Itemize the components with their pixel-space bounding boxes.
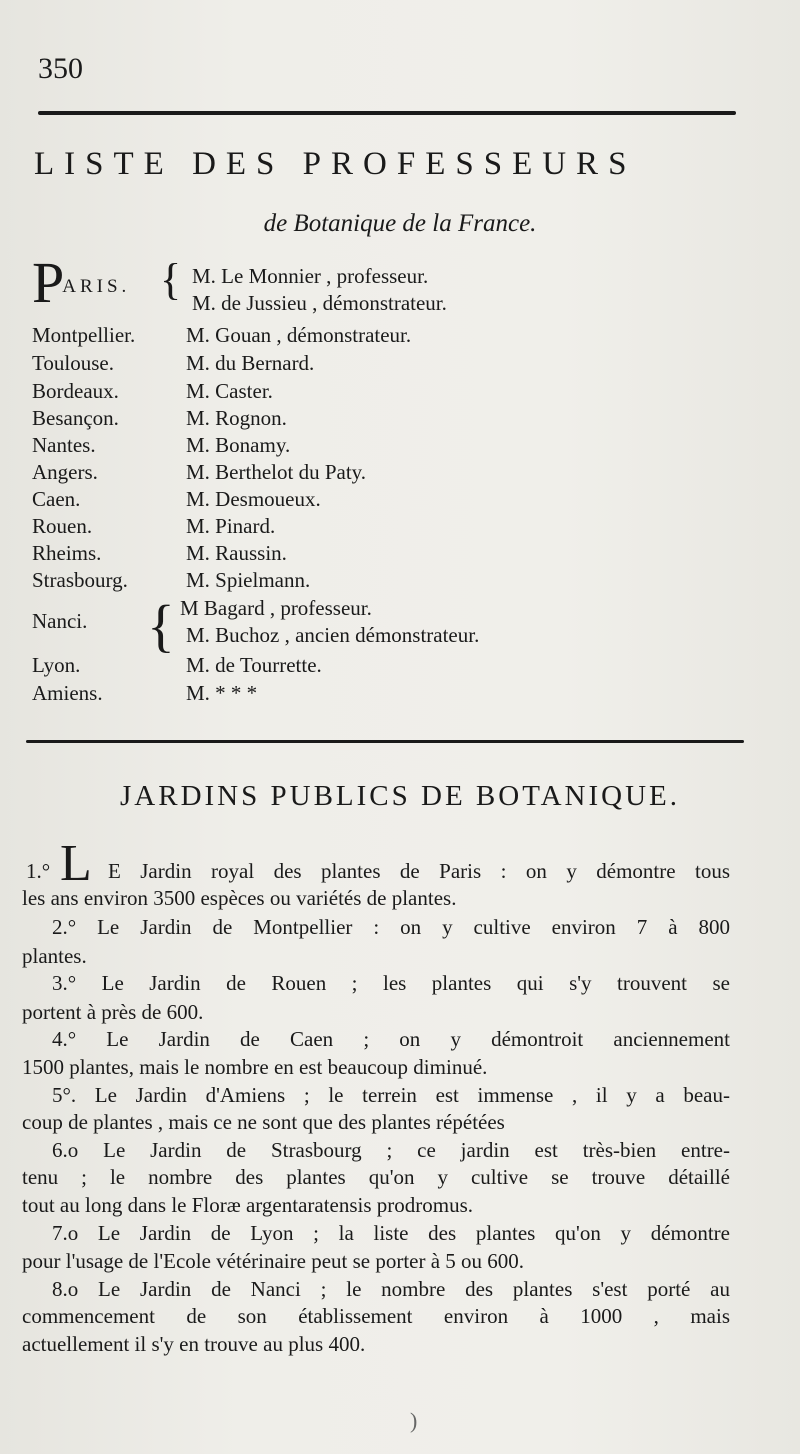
- professor-city: Caen.: [32, 487, 81, 511]
- professor-city: Strasbourg.: [32, 568, 128, 592]
- text-line: plantes.: [22, 944, 87, 968]
- professor-name: M. de Tourrette.: [186, 653, 322, 677]
- paris-demonstrator: M. de Jussieu , démonstrateur.: [192, 291, 447, 315]
- professor-name: M. Gouan , démonstrateur.: [186, 323, 412, 347]
- page-title: LISTE DES PROFESSEURS: [34, 146, 637, 182]
- nanci-demonstrator: M. Buchoz , ancien démonstrateur.: [186, 623, 480, 647]
- city-paris: [32, 250, 131, 315]
- text-line: 1500 plantes, mais le nombre en est beaucoup diminué.: [22, 1055, 488, 1079]
- text-line: pour l'usage de l'Ecole vétérinaire peut se porter à 5 ou 600.: [22, 1249, 525, 1273]
- text-line: tout au long dans le Floræ argentaratensis prodromus.: [22, 1193, 474, 1217]
- professor-name: M. * * *: [186, 681, 258, 705]
- text-line: 8.o Le Jardin de Nanci ; le nombre des plantes s'est porté au: [52, 1277, 730, 1301]
- text-line: [26, 858, 730, 884]
- paris-initial: P: [32, 250, 65, 315]
- professor-name: M. Raussin.: [186, 541, 287, 565]
- print-mark: ): [410, 1408, 418, 1433]
- text-line: tenu ; le nombre des plantes qu'on y cultive se trouve détaillé: [22, 1165, 730, 1189]
- page-subtitle: de Botanique de la France.: [263, 210, 537, 237]
- professor-city: Besançon.: [32, 406, 119, 430]
- nanci-brace: {: [147, 593, 175, 658]
- professor-city: Toulouse.: [32, 351, 114, 375]
- professor-name: M. Pinard.: [186, 514, 276, 538]
- professor-city: Rouen.: [32, 514, 93, 538]
- text-line: portent à près de 600.: [22, 1000, 204, 1024]
- text-line: 6.o Le Jardin de Strasbourg ; ce jardin est très-bien entre-: [52, 1138, 730, 1162]
- professor-city: Rheims.: [32, 541, 102, 565]
- paris-professor: M. Le Monnier , professeur.: [192, 264, 429, 288]
- text-line: 2.° Le Jardin de Montpellier : on y cultive environ 7 à 800: [52, 915, 730, 939]
- line-text: E Jardin royal des plantes de Paris : on y démontre tous: [108, 859, 730, 883]
- text-line: commencement de son établissement environ à 1000 , mais: [22, 1304, 730, 1328]
- professor-name: M. Rognon.: [186, 406, 287, 430]
- text-line: 7.o Le Jardin de Lyon ; la liste des plantes qu'on y démontre: [52, 1221, 730, 1245]
- professor-name: M. Spielmann.: [186, 568, 311, 592]
- professor-name: M. du Bernard.: [186, 351, 315, 375]
- professor-name: M. Desmoueux.: [186, 487, 321, 511]
- professor-city: Amiens.: [32, 681, 103, 705]
- top-rule: [38, 111, 736, 115]
- text-line: coup de plantes , mais ce ne sont que des plantes répétées: [22, 1110, 505, 1134]
- professor-city: Bordeaux.: [32, 379, 119, 403]
- professor-city: Angers.: [32, 460, 98, 484]
- paris-brace: {: [160, 255, 182, 304]
- text-line: 5°. Le Jardin d'Amiens ; le terrein est immense , il y a beau-: [52, 1083, 730, 1107]
- nanci-professor: M Bagard , professeur.: [180, 596, 372, 620]
- section-rule: [26, 740, 744, 743]
- section-title: JARDINS PUBLICS DE BOTANIQUE.: [120, 780, 680, 812]
- text-line: 4.° Le Jardin de Caen ; on y démontroit anciennement: [52, 1027, 730, 1051]
- paris-rest: ARIS.: [62, 276, 131, 297]
- professor-name: M. Caster.: [186, 379, 273, 403]
- text-line: les ans environ 3500 espèces ou variétés de plantes.: [22, 886, 457, 910]
- text-line: 3.° Le Jardin de Rouen ; les plantes qui s'y trouvent se: [52, 971, 730, 995]
- drop-cap: L: [60, 835, 92, 892]
- professor-name: M. Berthelot du Paty.: [186, 460, 367, 484]
- professor-city: Montpellier.: [32, 323, 136, 347]
- city-nanci: Nanci.: [32, 609, 88, 633]
- paragraph-number: 1.°: [26, 859, 51, 883]
- text-line: actuellement il s'y en trouve au plus 400.: [22, 1332, 366, 1356]
- page-number: 350: [38, 52, 83, 85]
- professor-city: Lyon.: [32, 653, 81, 677]
- professor-city: Nantes.: [32, 433, 96, 457]
- professor-name: M. Bonamy.: [186, 433, 291, 457]
